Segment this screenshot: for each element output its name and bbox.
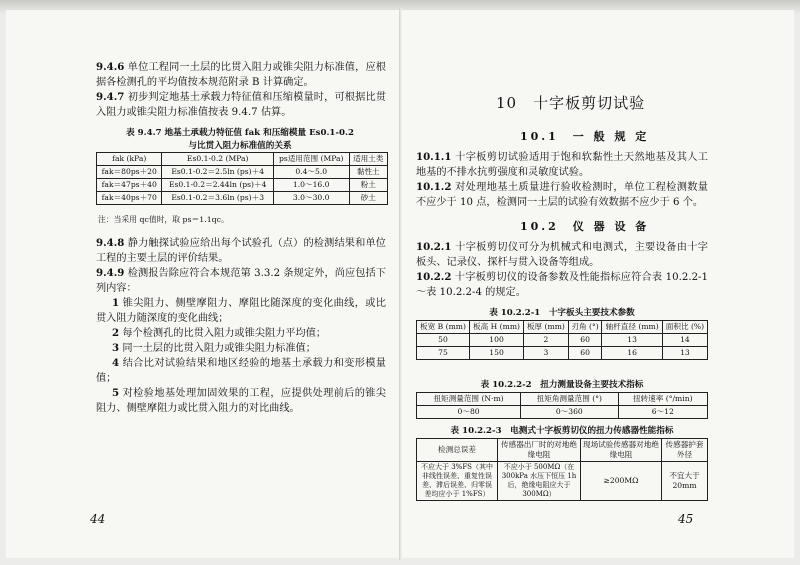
table-row: [417, 347, 708, 360]
table-cell: 0～360: [521, 406, 618, 419]
header-cell: 板厚 (mm): [524, 321, 569, 334]
header-cell: 扭矩测量范围 (N·m): [417, 393, 521, 406]
item-text: 每个检测孔的比贯入阻力或锥尖阻力平均值；: [122, 328, 327, 339]
clause-number: 9.4.6: [96, 61, 125, 73]
table-cell: 14: [662, 334, 707, 347]
table-header-row: [97, 153, 388, 166]
header-cell: Es0.1-0.2 (MPa): [162, 153, 273, 166]
header-cell: 检测总误差: [417, 439, 498, 462]
table-10-2-2-1: [416, 320, 708, 360]
clause-10-1-1: [416, 150, 708, 180]
table-cell: 0～80: [417, 406, 521, 419]
table-cell: 0.4～5.0: [273, 166, 349, 179]
table-10-2-2-2-caption: 表 10.2.2-2 扭力测量设备主要技术指标: [480, 380, 644, 390]
page-number: 45: [678, 512, 694, 526]
list-item: [96, 386, 386, 416]
table-cell: 砂土: [349, 192, 387, 205]
clause-number: 10.2.1: [416, 241, 452, 253]
clause-text: 十字板剪切仪可分为机械式和电测式，主要设备由十字板头、记录仪、探杆与贯入设备等组成。: [416, 242, 708, 268]
table-cell: 13: [662, 347, 707, 360]
table-cell: 16: [602, 347, 662, 360]
item-number: 4: [112, 357, 120, 369]
table-cell: 2: [524, 334, 569, 347]
clause-number: 10.1.2: [416, 181, 452, 193]
header-cell: 板宽 B (mm): [417, 321, 470, 334]
item-number: 2: [112, 327, 120, 339]
table-cell: 1.0～16.0: [273, 179, 349, 192]
clause-10-1-2: [416, 180, 708, 210]
clause-number: 9.4.9: [96, 267, 125, 279]
clause-text: 静力触探试验应给出每个试验孔（点）的检测结果和单位工程的主要土层的评价结果。: [96, 238, 386, 264]
table-10-2-2-1-caption: 表 10.2.2-1 十字板头主要技术参数: [489, 308, 635, 318]
item-text: 对检验地基处理加固效果的工程，应提供处理前后的锥尖阻力、侧壁摩阻力或比贯入阻力的对比曲线。: [96, 388, 386, 414]
table-10-2-2-3: [416, 438, 708, 501]
table-header-row: [417, 321, 708, 334]
clause-10-2-1: [416, 240, 708, 270]
clause-text: 对处理地基土质量进行验收检测时，单位工程检测数量不应少于 10 点，检测同一土层的试验有效数据不应少于 6 个。: [416, 182, 708, 208]
table-cell: 60: [568, 334, 602, 347]
table-cell: 不宜大于 20mm: [662, 462, 708, 501]
table-cell: 13: [602, 334, 662, 347]
table-header-row: [417, 393, 708, 406]
table-row: [417, 462, 708, 501]
item-number: 3: [112, 342, 120, 354]
header-cell: 现场试验传感器对地绝缘电阻: [581, 439, 662, 462]
table-row: [417, 334, 708, 347]
clause-9-4-9: [96, 266, 386, 296]
table-cell: 不应大于 3%FS（其中非线性误差、重复性误差、滞后误差、归零误差均应小于 1%FS）: [417, 462, 498, 501]
clause-9-4-8: [96, 236, 386, 266]
table-cell: 75: [417, 347, 470, 360]
section-heading-10-2: 10.2 仪 器 设 备: [520, 220, 650, 233]
clause-number: 10.1.1: [416, 151, 452, 163]
clause-9-4-7: [96, 90, 386, 120]
section-heading-10-1: 10.1 一 般 规 定: [520, 130, 650, 143]
list-item: [96, 326, 386, 341]
table-header-row: [417, 439, 708, 462]
table-cell: 150: [470, 347, 524, 360]
list-item: [96, 356, 386, 386]
table-10-2-2-2: [416, 392, 708, 419]
header-cell: 扭转速率 (°/min): [618, 393, 708, 406]
clause-9-4-6: [96, 60, 386, 90]
header-cell: 轴杆直径 (mm): [602, 321, 662, 334]
table-cell: Es0.1-0.2＝3.6ln (ps)＋3: [162, 192, 273, 205]
item-number: 1: [112, 297, 120, 309]
item-text: 同一土层的比贯入阻力或锥尖阻力标准值；: [122, 343, 316, 354]
clause-text: 初步判定地基土承载力特征值和压缩模量时，可根据比贯入阻力或锥尖阻力标准值按表 9.4.7 估算。: [96, 92, 386, 118]
page-number: 44: [90, 512, 106, 526]
table-cell: 100: [470, 334, 524, 347]
list-item: [96, 341, 386, 356]
table-cell: 3: [524, 347, 569, 360]
clause-text: 十字板剪切仪的设备参数及性能指标应符合表 10.2.2-1～表 10.2.2-4 的规定。: [416, 272, 708, 298]
table-cell: ≥200MΩ: [581, 462, 662, 501]
header-cell: 传感器出厂时的对地绝缘电阻: [498, 439, 581, 462]
clause-10-2-2: [416, 270, 708, 300]
table-cell: 6～12: [618, 406, 708, 419]
table-cell: 60: [568, 347, 602, 360]
table-cell: Es0.1-0.2＝2.44ln (ps)＋4: [162, 179, 273, 192]
header-cell: 面积比 (%): [662, 321, 707, 334]
table-cell: 黏性土: [349, 166, 387, 179]
header-cell: 传感器护套外径: [662, 439, 708, 462]
clause-number: 9.4.8: [96, 237, 125, 249]
clause-number: 9.4.7: [96, 91, 125, 103]
table-cell: fak＝47ps＋40: [97, 179, 162, 192]
header-cell: fak (kPa): [97, 153, 162, 166]
clause-text: 十字板剪切试验适用于饱和软黏性土天然地基及其人工地基的不排水抗剪强度和灵敏度试验。: [416, 152, 708, 178]
table-row: [417, 406, 708, 419]
table-cell: fak＝40ps＋70: [97, 192, 162, 205]
header-cell: 板高 H (mm): [470, 321, 524, 334]
header-cell: ps适用范围 (MPa): [273, 153, 349, 166]
book-gutter: [399, 8, 402, 560]
clause-number: 10.2.2: [416, 271, 452, 283]
clause-text: 单位工程同一土层的比贯入阻力或锥尖阻力标准值，应根据各检测孔的平均值按本规范附录 B 计算确定。: [96, 62, 386, 88]
table-cell: 3.0～30.0: [273, 192, 349, 205]
table-cell: 不应小于 500MΩ（在 300kPa 水压下恒压 1h 后，绝缘电阻应大于 300MΩ）: [498, 462, 581, 501]
table-row: [97, 166, 388, 179]
table-cell: fak＝80ps＋20: [97, 166, 162, 179]
table-cell: 50: [417, 334, 470, 347]
header-cell: 适用土类: [349, 153, 387, 166]
table-row: [97, 192, 388, 205]
table-9-4-7-caption: 表 9.4.7 地基土承载力特征值 fak 和压缩模量 Es0.1-0.2: [126, 128, 354, 138]
table-note: 注：当采用 qc值时，取 ps＝1.1qc。: [98, 215, 229, 224]
list-item: [96, 296, 386, 326]
table-9-4-7: [96, 152, 388, 205]
table-row: [97, 179, 388, 192]
table-cell: Es0.1-0.2＝2.5ln (ps)＋4: [162, 166, 273, 179]
table-10-2-2-3-caption: 表 10.2.2-3 电测式十字板剪切仪的扭力传感器性能指标: [450, 426, 674, 436]
item-number: 5: [112, 387, 120, 399]
header-cell: 刃角 (°): [568, 321, 602, 334]
item-text: 锥尖阻力、侧壁摩阻力、摩阻比随深度的变化曲线，或比贯入阻力随深度的变化曲线；: [96, 298, 386, 324]
item-text: 结合比对试验结果和地区经验的地基土承载力和变形模量值；: [96, 358, 386, 384]
clause-text: 检测报告除应符合本规范第 3.3.2 条规定外，尚应包括下列内容：: [96, 268, 386, 294]
table-cell: 粉土: [349, 179, 387, 192]
chapter-title: 10 十字板剪切试验: [496, 94, 646, 112]
table-9-4-7-caption-line2: 与比贯入阻力标准值的关系: [188, 141, 292, 151]
header-cell: 扭矩角测量范围 (°): [521, 393, 618, 406]
